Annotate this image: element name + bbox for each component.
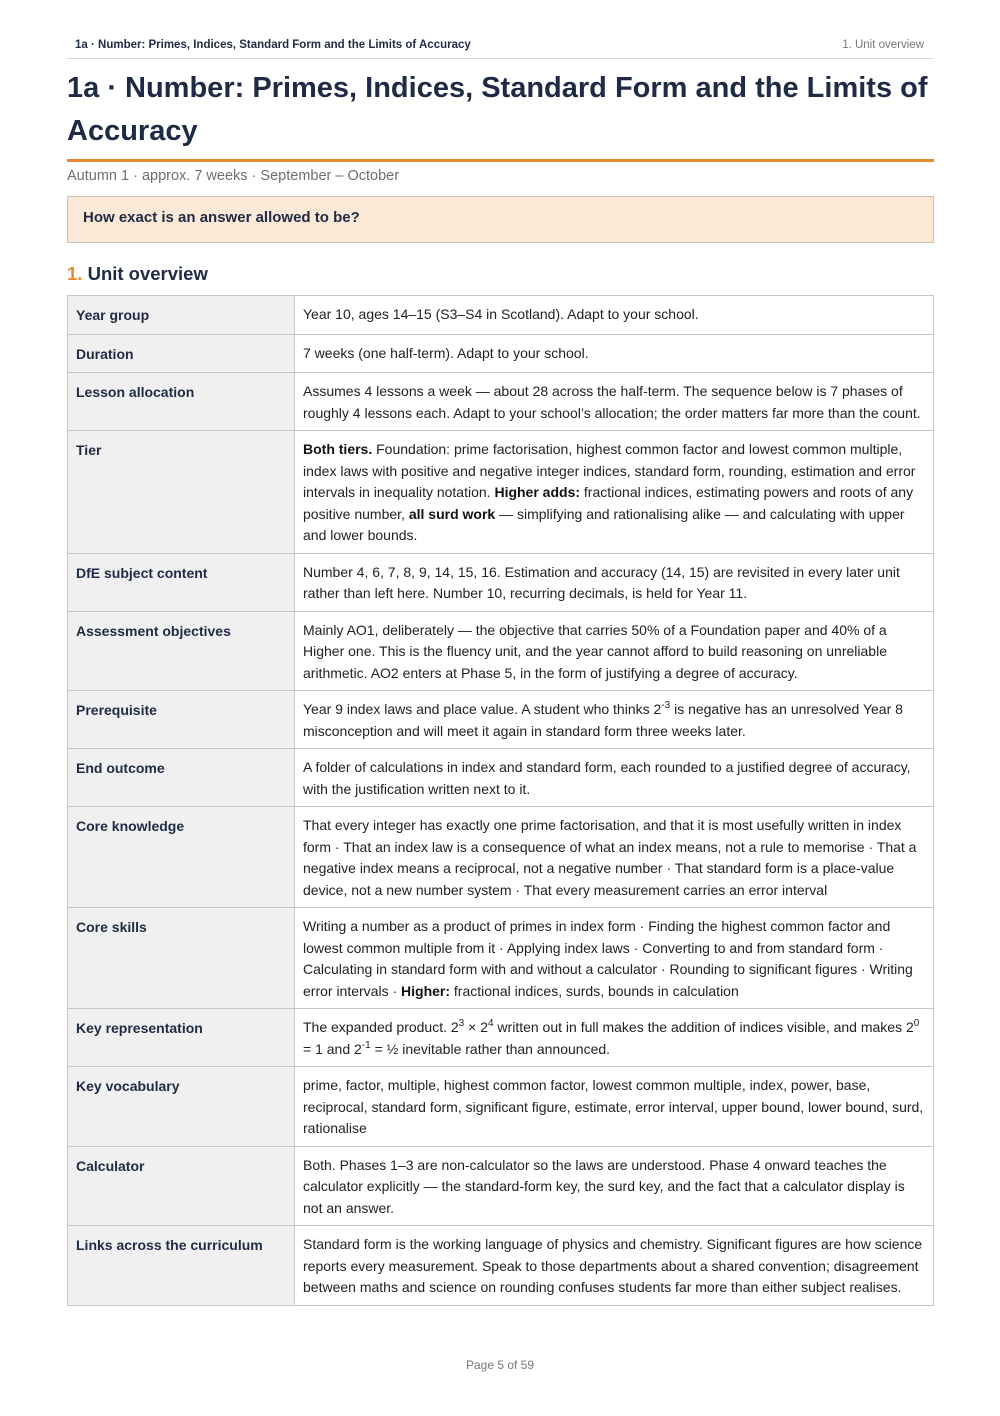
row-label: Tier [68, 431, 295, 554]
row-label: Links across the curriculum [68, 1226, 295, 1306]
superscript: -1 [361, 1039, 371, 1051]
text-run: fractional indices, surds, bounds in calculation [450, 982, 739, 999]
text-run: Year 9 index laws and place value. A student who thinks 2 [303, 701, 662, 717]
row-label: Calculator [68, 1146, 295, 1226]
table-row [68, 1226, 934, 1306]
row-value: Assumes 4 lessons a week — about 28 across the half-term. The sequence below is 7 phases of roughly 4 lessons each. Adapt to your school’s allocation; the order matters far more than the count. [295, 373, 934, 431]
superscript: 0 [913, 1018, 920, 1029]
text-run: fractional indices, estimating powers and roots of any positive number, [303, 484, 914, 522]
bold-text: all surd work [408, 505, 496, 522]
table-row [68, 611, 934, 691]
table-row [68, 334, 934, 373]
section-number: 1. [67, 263, 83, 284]
text-run: written out in full makes the addition of indices visible, and makes 2 [493, 1019, 914, 1035]
key-question: How exact is an answer allowed to be? [83, 209, 360, 226]
bold-text: Higher adds: [494, 484, 581, 500]
row-label: Key representation [68, 1009, 295, 1067]
row-label: Year group [68, 296, 295, 335]
table-row [68, 1146, 934, 1226]
running-header-section: 1. Unit overview [842, 39, 924, 51]
row-label: Assessment objectives [68, 611, 295, 691]
text-run: is negative has an unresolved Year 8 misconception and will meet it again in standard form three weeks later. [303, 701, 903, 739]
row-value [295, 691, 934, 749]
text-run: = ½ inevitable rather than announced. [370, 1040, 611, 1057]
key-question-box [67, 196, 934, 243]
text-run: × 2 [464, 1019, 488, 1035]
page-number: Page 5 of 59 [465, 1358, 535, 1372]
table-row [68, 1067, 934, 1147]
superscript: 4 [487, 1018, 494, 1029]
row-value: prime, factor, multiple, highest common factor, lowest common multiple, index, power, base, reciprocal, standard form, significant figure, estimate, error interval, upper bound, lower bound, surd, rationalise [295, 1067, 934, 1147]
text-run: The expanded product. 2 [303, 1019, 459, 1035]
section-title: Unit overview [87, 263, 208, 284]
table-row [68, 749, 934, 807]
row-value: Mainly AO1, deliberately — the objective that carries 50% of a Foundation paper and 40% of a Higher one. This is the fluency unit, and the year cannot afford to build reasoning on unreliable arithmetic. AO2 enters at Phase 5, in the form of justifying a degree of accuracy. [295, 611, 934, 691]
row-label: Core skills [68, 908, 295, 1009]
row-value [295, 1009, 934, 1067]
page-title: 1a · Number: Primes, Indices, Standard Form and the Limits of Accuracy [67, 67, 934, 162]
table-row [68, 373, 934, 431]
running-header [67, 38, 934, 59]
row-value: That every integer has exactly one prime factorisation, and that it is most usefully written in index form · That an index law is a consequence of what an index means, not a rule to memorise · That a negative index means a reciprocal, not a negative number · That standard form is a place-value device, not a new number system · That every measurement carries an error interval [295, 807, 934, 908]
row-label: Lesson allocation [68, 373, 295, 431]
superscript: 3 [458, 1018, 465, 1029]
table-row [68, 1009, 934, 1067]
row-value: Year 10, ages 14–15 (S3–S4 in Scotland). Adapt to your school. [295, 296, 934, 335]
row-value: Number 4, 6, 7, 8, 9, 14, 15, 16. Estimation and accuracy (14, 15) are revisited in every later unit rather than left here. Number 10, recurring decimals, is held for Year 11. [295, 553, 934, 611]
text-run: = 1 and 2 [303, 1040, 362, 1057]
text-run: — simplifying and rationalising alike — and calculating with upper and lower bounds. [303, 505, 905, 543]
row-label: Prerequisite [68, 691, 295, 749]
row-value: Both. Phases 1–3 are non-calculator so the laws are understood. Phase 4 onward teaches the calculator explicitly — the standard-form key, the surd key, and the fact that a calculator display is not an answer. [295, 1146, 934, 1226]
superscript: -3 [661, 700, 671, 711]
page-subtitle: Autumn 1 · approx. 7 weeks · September – October [67, 168, 400, 184]
bold-text: Higher: [401, 982, 451, 999]
unit-overview-table [67, 295, 934, 1306]
row-label: Key vocabulary [68, 1067, 295, 1147]
table-row [68, 691, 934, 749]
text-run: Writing a number as a product of primes in index form · Finding the highest common factor and lowest common multiple from it · Applying index laws · Converting to and from standard form · Calculating in standard form with and without a calculator · Rounding to significant figures · Writing error intervals · [303, 918, 913, 999]
row-label: DfE subject content [68, 553, 295, 611]
table-row [68, 431, 934, 554]
table-row [68, 296, 934, 335]
table-row [68, 908, 934, 1009]
row-label: Duration [68, 334, 295, 373]
bold-text: Both tiers. [303, 441, 373, 457]
running-header-title: 1a · Number: Primes, Indices, Standard Form and the Limits of Accuracy [75, 39, 471, 51]
row-value: 7 weeks (one half-term). Adapt to your school. [295, 334, 934, 373]
row-value: Standard form is the working language of physics and chemistry. Significant figures are how science reports every measurement. Speak to those departments about a shared convention; disagreement between maths and science on rounding confuses students far more than either subject realises. [295, 1226, 934, 1306]
row-label: End outcome [68, 749, 295, 807]
section-heading [67, 263, 208, 285]
table-row [68, 807, 934, 908]
row-value [295, 908, 934, 1009]
text-run: Foundation: prime factorisation, highest common factor and lowest common multiple, index laws with positive and negative integer indices, standard form, rounding, estimation and error intervals in inequality notation. [303, 441, 916, 500]
table-row [68, 553, 934, 611]
row-label: Core knowledge [68, 807, 295, 908]
row-value [295, 431, 934, 554]
row-value: A folder of calculations in index and standard form, each rounded to a justified degree of accuracy, with the justification written next to it. [295, 749, 934, 807]
